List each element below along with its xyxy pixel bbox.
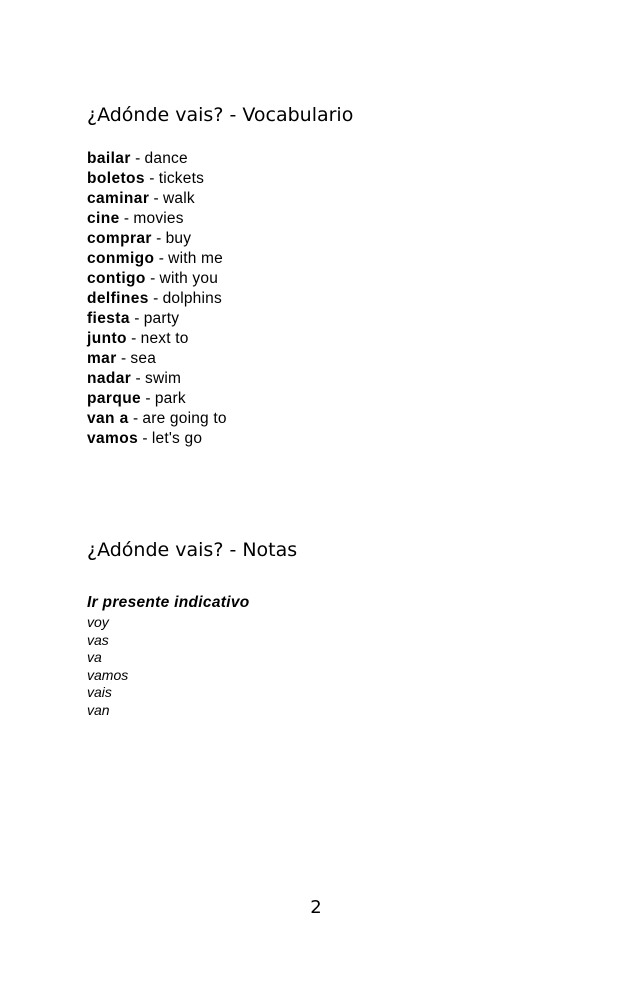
vocab-definition: swim (145, 370, 182, 387)
vocab-term: parque (87, 390, 142, 407)
vocab-item: mar - sea (87, 350, 157, 367)
vocab-definition: with me (168, 250, 223, 267)
vocab-definition: with you (159, 270, 219, 287)
vocab-item: caminar - walk (87, 190, 195, 207)
conjugation-item: vas (87, 631, 109, 648)
vocab-term: comprar (87, 230, 152, 247)
vocab-item: boletos - tickets (87, 170, 205, 187)
conjugation-item: van (87, 701, 110, 718)
vocabulary-list (87, 149, 227, 449)
vocab-term: van a (87, 410, 129, 427)
vocab-item: fiesta - party (87, 310, 180, 327)
vocab-definition: tickets (158, 170, 205, 187)
vocab-term: bailar (87, 150, 131, 167)
vocab-definition: next to (140, 330, 189, 347)
conjugation-title: Ir presente indicativo (87, 594, 250, 611)
vocab-term: junto (87, 330, 127, 347)
vocab-definition: buy (165, 230, 192, 247)
vocab-item: nadar - swim (87, 370, 182, 387)
vocabulary-heading: ¿Adónde vais? - Vocabulario (87, 104, 354, 126)
vocab-term: delfines (87, 290, 149, 307)
vocab-term: nadar (87, 370, 132, 387)
vocab-term: caminar (87, 190, 150, 207)
vocab-item: conmigo - with me (87, 250, 223, 267)
vocab-definition: dolphins (162, 290, 222, 307)
conjugation-list (87, 614, 250, 719)
vocab-item: cine - movies (87, 210, 184, 227)
vocab-definition: movies (133, 210, 184, 227)
conjugation-item: va (87, 649, 102, 665)
vocab-term: contigo (87, 270, 146, 287)
vocab-definition: sea (130, 350, 157, 367)
vocab-term: cine (87, 210, 120, 227)
vocab-definition: park (154, 390, 186, 407)
vocab-item: delfines - dolphins (87, 290, 222, 307)
page-number: 2 (310, 897, 322, 918)
vocab-item: bailar - dance (87, 150, 188, 167)
conjugation-item: voy (87, 614, 109, 630)
vocab-item: vamos - let's go (87, 430, 203, 447)
vocab-item: junto - next to (87, 330, 189, 347)
vocab-definition: party (143, 310, 180, 327)
notes-section (87, 593, 250, 719)
conjugation-item: vamos (87, 666, 129, 683)
vocab-term: boletos (87, 170, 145, 187)
vocab-definition: let's go (151, 430, 203, 447)
vocab-item: van a - are going to (87, 410, 227, 427)
notes-heading: ¿Adónde vais? - Notas (87, 539, 298, 561)
conjugation-item: vais (87, 684, 112, 700)
vocab-definition: are going to (142, 410, 227, 427)
vocab-item: comprar - buy (87, 230, 192, 247)
vocab-item: parque - park (87, 390, 186, 407)
vocab-item: contigo - with you (87, 270, 219, 287)
vocab-definition: dance (144, 150, 188, 167)
vocab-term: mar (87, 350, 117, 367)
vocab-term: conmigo (87, 250, 155, 267)
vocab-definition: walk (163, 190, 195, 207)
vocab-term: vamos (87, 430, 139, 447)
vocab-term: fiesta (87, 310, 130, 327)
